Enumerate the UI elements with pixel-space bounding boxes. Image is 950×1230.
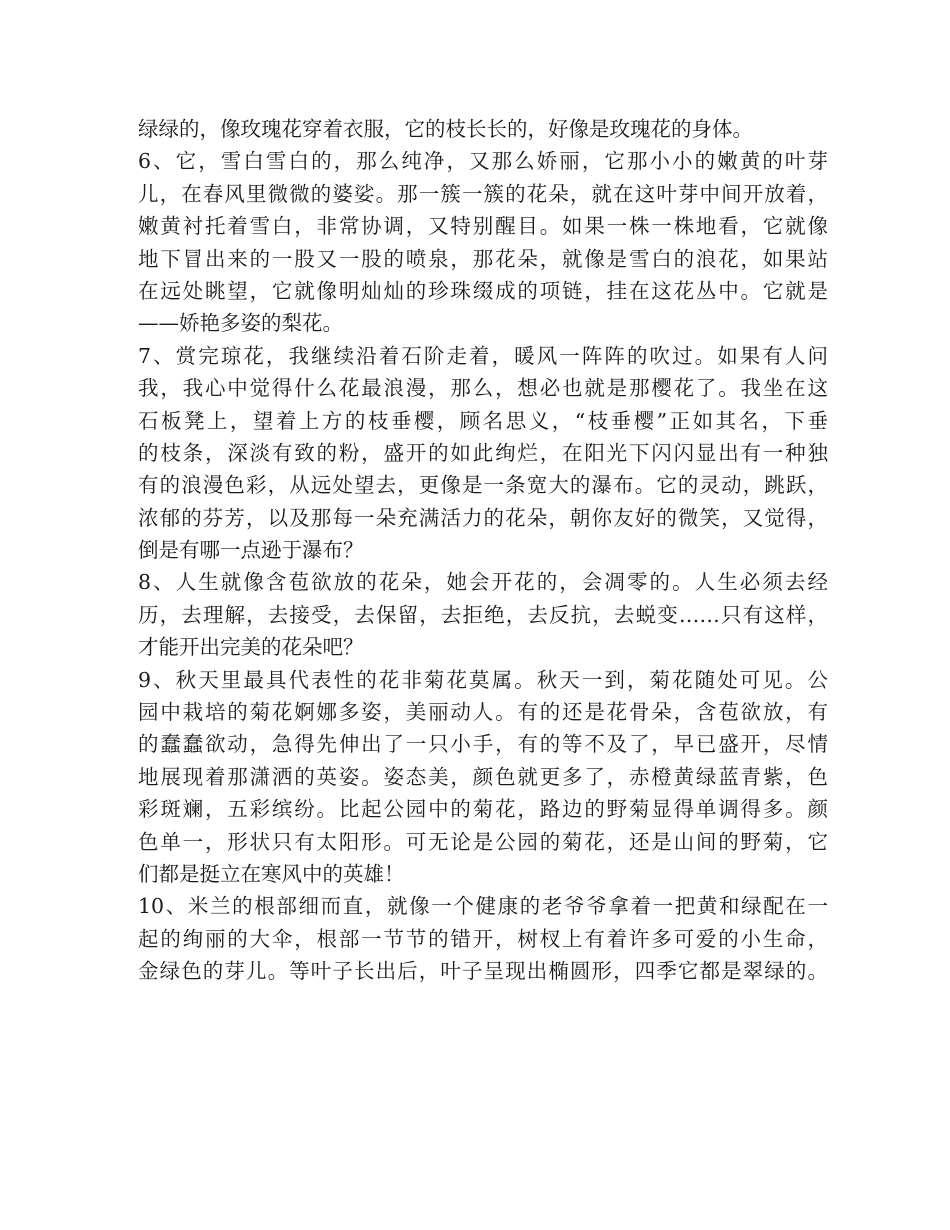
text-line: 历，去理解，去接受，去保留，去拒绝，去反抗，去蜕变……只有这样， [138, 602, 828, 627]
text-line: 10、米兰的根部细而直，就像一个健康的老爷爷拿着一把黄和绿配在一 [138, 894, 828, 919]
text-line: 在远处眺望，它就像明灿灿的珍珠缀成的项链，挂在这花丛中。它就是 [138, 278, 828, 303]
text-line: 儿，在春风里微微的婆娑。那一簇一簇的花朵，就在这叶芽中间开放着， [138, 181, 828, 206]
text-line: 金绿色的芽儿。等叶子长出后，叶子呈现出椭圆形，四季它都是翠绿的。 [138, 959, 828, 984]
text-line: 8、人生就像含苞欲放的花朵，她会开花的，会凋零的。人生必须去经 [138, 570, 828, 595]
text-line: 起的绚丽的大伞，根部一节节的错开，树杈上有着许多可爱的小生命， [138, 926, 828, 951]
text-line: 9、秋天里最具代表性的花非菊花莫属。秋天一到，菊花随处可见。公 [138, 667, 828, 692]
text-line: 倒是有哪一点逊于瀑布？ [138, 538, 364, 563]
text-line: ——娇艳多姿的梨花。 [138, 311, 343, 336]
text-line: 的蠢蠢欲动，急得先伸出了一只小手，有的等不及了，早已盛开，尽情 [138, 732, 828, 757]
text-line: 彩斑斓，五彩缤纷。比起公园中的菊花，路边的野菊显得单调得多。颜 [138, 797, 828, 822]
text-line: 的枝条，深淡有致的粉，盛开的如此绚烂，在阳光下闪闪显出有一种独 [138, 440, 828, 465]
text-line: 6、它，雪白雪白的，那么纯净，又那么娇丽，它那小小的嫩黄的叶芽 [138, 149, 828, 174]
text-line: 色单一，形状只有太阳形。可无论是公园的菊花，还是山间的野菊，它 [138, 829, 828, 854]
text-line: 们都是挺立在寒风中的英雄！ [138, 861, 405, 886]
text-line: 地下冒出来的一股又一股的喷泉，那花朵，就像是雪白的浪花，如果站 [138, 246, 828, 271]
text-line: 地展现着那潇洒的英姿。姿态美，颜色就更多了，赤橙黄绿蓝青紫，色 [138, 764, 828, 789]
text-line: 石板凳上，望着上方的枝垂樱，顾名思义，“枝垂樱”正如其名，下垂 [138, 408, 828, 433]
body-text [138, 113, 828, 988]
text-line: 园中栽培的菊花婀娜多姿，美丽动人。有的还是花骨朵，含苞欲放，有 [138, 700, 828, 725]
text-line: 绿绿的，像玫瑰花穿着衣服，它的枝长长的，好像是玫瑰花的身体。 [138, 117, 753, 141]
text-line: 7、赏完琼花，我继续沿着石阶走着，暖风一阵阵的吹过。如果有人问 [138, 343, 828, 368]
text-line: 嫩黄衬托着雪白，非常协调，又特别醒目。如果一株一株地看，它就像 [138, 214, 828, 239]
text-line: 才能开出完美的花朵吧？ [138, 635, 364, 660]
text-line: 有的浪漫色彩，从远处望去，更像是一条宽大的瀑布。它的灵动，跳跃， [138, 473, 828, 498]
text-line: 我，我心中觉得什么花最浪漫，那么，想必也就是那樱花了。我坐在这 [138, 376, 828, 401]
text-line: 浓郁的芬芳，以及那每一朵充满活力的花朵，朝你友好的微笑，又觉得， [138, 505, 828, 530]
